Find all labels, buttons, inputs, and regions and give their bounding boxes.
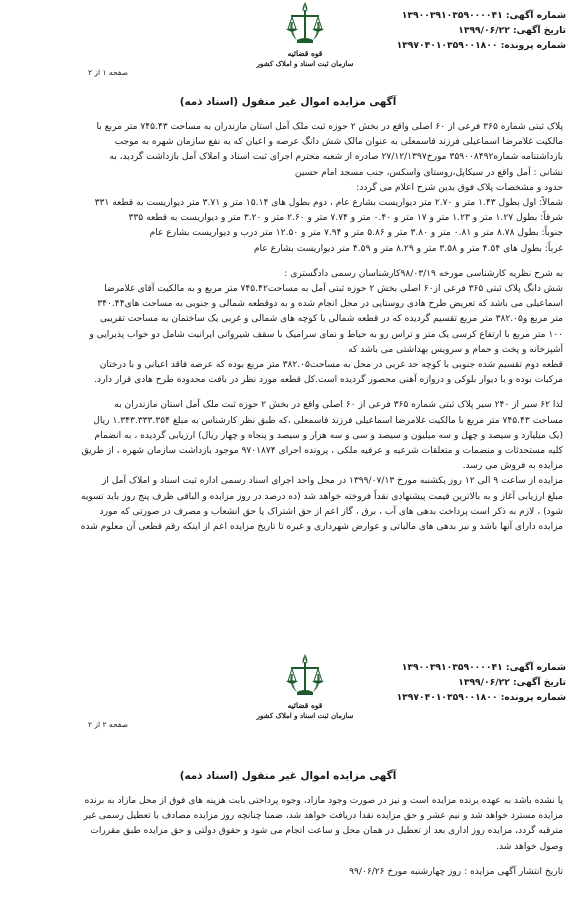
text-line: شش دانگ پلاک ثبتی ۳۶۵ فرعی از۶۰ اصلی بخش ۲ حوزه ثبتی آمل به مساحت۷۴۵.۴۲ متر مربع و به مالکیت آقای غلامرضا bbox=[104, 284, 563, 295]
notice-title: آگهی مزایده اموال غیر منقول (اسناد ذمه) bbox=[179, 96, 397, 108]
notice-header-page-2 bbox=[0, 652, 576, 738]
text-line: آشپزخانه و پخت و حمام و سرویس بهداشتی می باشد که bbox=[348, 344, 563, 355]
text-line: جنوباً: بطول ۸.۷۸ متر و ۰.۸۱ متر و ۳.۸۰ متر و ۵.۸۶ متر و ۷.۹۴ متر و ۱۲.۵۰ متر درب و دیواریست بشارع عام bbox=[149, 228, 563, 239]
judiciary-emblem bbox=[250, 652, 360, 732]
text-line: مزایده به فروش می رسد. bbox=[462, 461, 563, 472]
text-line: مالکیت غلامرضا اسماعیلی فرزند قاسمعلی به عنوان مالک شش دانگ عرصه و اعیان که به نفع سازمان شهره به موجب bbox=[114, 137, 563, 148]
text-line: غرباً: بطول های ۴.۵۴ متر و ۳.۵۸ متر و ۸.۲۹ متر و ۴.۵۹ متر دیواریست بشارع عام bbox=[253, 243, 563, 254]
text-line: ۱۰۰ متر مربع با ارتفاع کرسی یک متر و تراس رو به حیاط و نمای سرامیک با سقف شیروانی ایرانیت شامل دو خواب پذیرایی و bbox=[89, 329, 563, 340]
text-line: شرقاً: بطول ۱.۲۷ متر و ۱.۲۳ متر و ۱۷ متر و ۰.۴۰ متر و ۷.۷۴ متر و ۲.۶۰ متر و ۳.۲۰ متر و دیواریست به قطعه ۳۳۵ bbox=[128, 213, 563, 224]
notice-date: تاریخ آگهی: ۱۳۹۹/۰۶/۲۲ bbox=[458, 677, 566, 688]
page-number: صفحه ۱ از ۲ bbox=[88, 68, 128, 77]
notice-body-part-1 bbox=[15, 120, 563, 535]
notice-number: شماره آگهی: ۱۳۹۰۰۳۹۱۰۳۵۹۰۰۰۰۴۱ bbox=[401, 662, 566, 673]
scales-of-justice-icon bbox=[285, 0, 325, 48]
emblem-top-text: قوه قضائیه bbox=[287, 49, 323, 58]
emblem-bottom-text: سازمان ثبت اسناد و املاک کشور bbox=[256, 59, 354, 68]
text-line: وصول خواهد شد. bbox=[496, 841, 563, 852]
notice-header bbox=[0, 0, 576, 86]
notice-title: آگهی مزایده اموال غیر منقول (اسناد ذمه) bbox=[179, 770, 397, 782]
text-line: متر مربع و۳۸۲.۰۵ متر مربع تقسیم گردیده که در قطعه شمالی با کوچه های شمالی و غربی یک ساختمان به مساحت تقریبی bbox=[99, 314, 563, 325]
notice-number: شماره آگهی: ۱۳۹۰۰۳۹۱۰۳۵۹۰۰۰۰۴۱ bbox=[401, 10, 566, 21]
notice-meta bbox=[397, 660, 566, 705]
emblem-bottom-text: سازمان ثبت اسناد و املاک کشور bbox=[256, 711, 354, 720]
file-number: شماره پرونده: ۱۳۹۷۰۴۰۱۰۳۵۹۰۰۱۸۰۰ bbox=[396, 40, 566, 51]
text-line: یا نشده باشد به عهده برنده مزایده است و نیز در صورت وجود مازاد، وجوه پرداختی بابت هزینه های فوق از محل مازاد به برنده bbox=[84, 796, 563, 806]
publish-date: تاریخ انتشار آگهی مزایده : روز چهارشنبه مورخ ۹۹/۰۶/۲۶ bbox=[349, 866, 563, 877]
text-line: شود) ، لازم به ذکر است پرداخت بدهی های آب ، برق ، گاز اعم از حق اشتراک یا حق انشعاب و مصرف در صورتی که مورد bbox=[99, 506, 563, 517]
text-line: حدود و مشخصات پلاک فوق بدین شرح اعلام می گردد: bbox=[356, 182, 563, 193]
text-line: مرکبات بوده و با دیوار بلوکی و دروازه آهنی محصور گردیده است.کل قطعه مورد نظر در بافت محدوده طرح هادی قرار دارد. bbox=[94, 375, 563, 386]
file-number: شماره پرونده: ۱۳۹۷۰۴۰۱۰۳۵۹۰۰۱۸۰۰ bbox=[396, 692, 566, 703]
text-line: مترقبه گردد، مزایده روز اداری بعد از تعطیل در همان محل و ساعت انجام می شود و حقوق دولتی و حق مزایده طبق مقررات bbox=[90, 826, 563, 837]
text-line: شمالاً: اول بطول ۱.۴۳ متر و ۲.۷۰ متر دیواریست بشارع عام ، دوم بطول های ۱۵.۱۴ متر و ۳.۷۱ متر دیواریست به قطعه ۳۳۱ bbox=[94, 198, 563, 209]
judiciary-emblem bbox=[250, 0, 360, 80]
emblem-top-text: قوه قضائیه bbox=[287, 701, 323, 710]
text-line: کلیه مستحدثات و منضمات و متعلقات شرعیه و عرفیه ملکی ، پرونده اجرای ۹۷۰۱۸۷۴ موجود بازداشت سازمان شهره ، از طریق bbox=[81, 446, 563, 457]
text-line: به شرح نظریه کارشناسی مورخه ۹۸/۰۳/۱۹کارشناسان رسمی دادگستری : bbox=[284, 268, 563, 279]
notice-date: تاریخ آگهی: ۱۳۹۹/۰۶/۲۲ bbox=[458, 25, 566, 36]
page-number: صفحه ۲ از ۲ bbox=[88, 720, 128, 729]
text-line: نشانی : آمل واقع در سیکاپل،روستای واسکس، جنب مسجد امام حسین bbox=[294, 167, 563, 178]
text-line: (یک میلیارد و سیصد و چهل و سه میلیون و سیصد و سی و سه هزار و سیصد و پنجاه و چهار ریال) ارزیابی گردیده ، به انضمام bbox=[94, 430, 563, 441]
text-line: لذا ۶۲ سیر از ۲۴۰ سیر پلاک ثبتی شماره ۳۶۵ فرعی از ۶۰ اصلی واقع در بخش ۲ حوزه ثبت ملک آمل استان مازندران به bbox=[114, 400, 563, 411]
notice-body-part-2 bbox=[15, 794, 563, 880]
text-line: بازداشتنامه شماره۳۵۹۰۰۸۴۹۲ مورخ۲۷/۱۲/۱۳۹۷ صادره از شعبه محترم اجرای ثبت اسناد و املاک آمل بازداشت گردید، به bbox=[109, 152, 563, 163]
text-line: مزایده مسترد خواهد شد و نیم عشر و حق مزایده نقدا دریافت خواهد شد، ضمنا چنانچه روز مزایده مصادف با تعطیل رسمی غیر bbox=[83, 811, 563, 822]
text-line: اسماعیلی می باشد که تعریض طرح هادی روستایی در محل انجام شده و به دوقطعه شمالی و جنوبی به مساحت های۳۴۰.۴۴ bbox=[97, 299, 563, 310]
text-line: مزایده از ساعت ۹ الی ۱۲ روز یکشنبه مورخ ۱۳۹۹/۰۷/۱۳ در محل واحد اجرای اسناد رسمی اداره ثبت اسناد و املاک آمل از bbox=[101, 476, 563, 487]
text-line: قطعه دوم تقسیم شده جنوبی با کوچه حد غربی در محل به مساحت۳۸۲.۰۵ متر مربع بوده که عرصه فاقد اعیانی و با درختان bbox=[99, 360, 563, 371]
scales-of-justice-icon bbox=[285, 652, 325, 700]
text-line: مساحت ۷۴۵.۴۳ متر مربع با مالکیت غلامرضا اسماعیلی فرزند قاسمعلی ،که طبق نظر کارشناس به مبلغ ۱.۳۴۳.۳۳۳.۳۵۴ ریال bbox=[93, 415, 563, 426]
text-line: پلاک ثبتی شماره ۳۶۵ فرعی از ۶۰ اصلی واقع در بخش ۲ حوزه ثبت ملک آمل استان مازندران به مساحت ۷۴۵.۴۳ متر مربع با bbox=[96, 122, 563, 132]
text-line: مبلغ ارزیابی آغاز و به بالاترین قیمت پیشنهادی نقداً فروخته خواهد شد (ده درصد در روز مزایده و الباقی ظرف پنج روز باید تسویه bbox=[80, 491, 563, 502]
notice-meta bbox=[397, 8, 566, 53]
text-line: مزایده دارای آنها باشد و نیز بدهی های مالیاتی و عوارض شهرداری و غیره تا تاریخ مزایده اعم از اینکه رقم قطعی آن معلوم شده bbox=[80, 522, 563, 533]
